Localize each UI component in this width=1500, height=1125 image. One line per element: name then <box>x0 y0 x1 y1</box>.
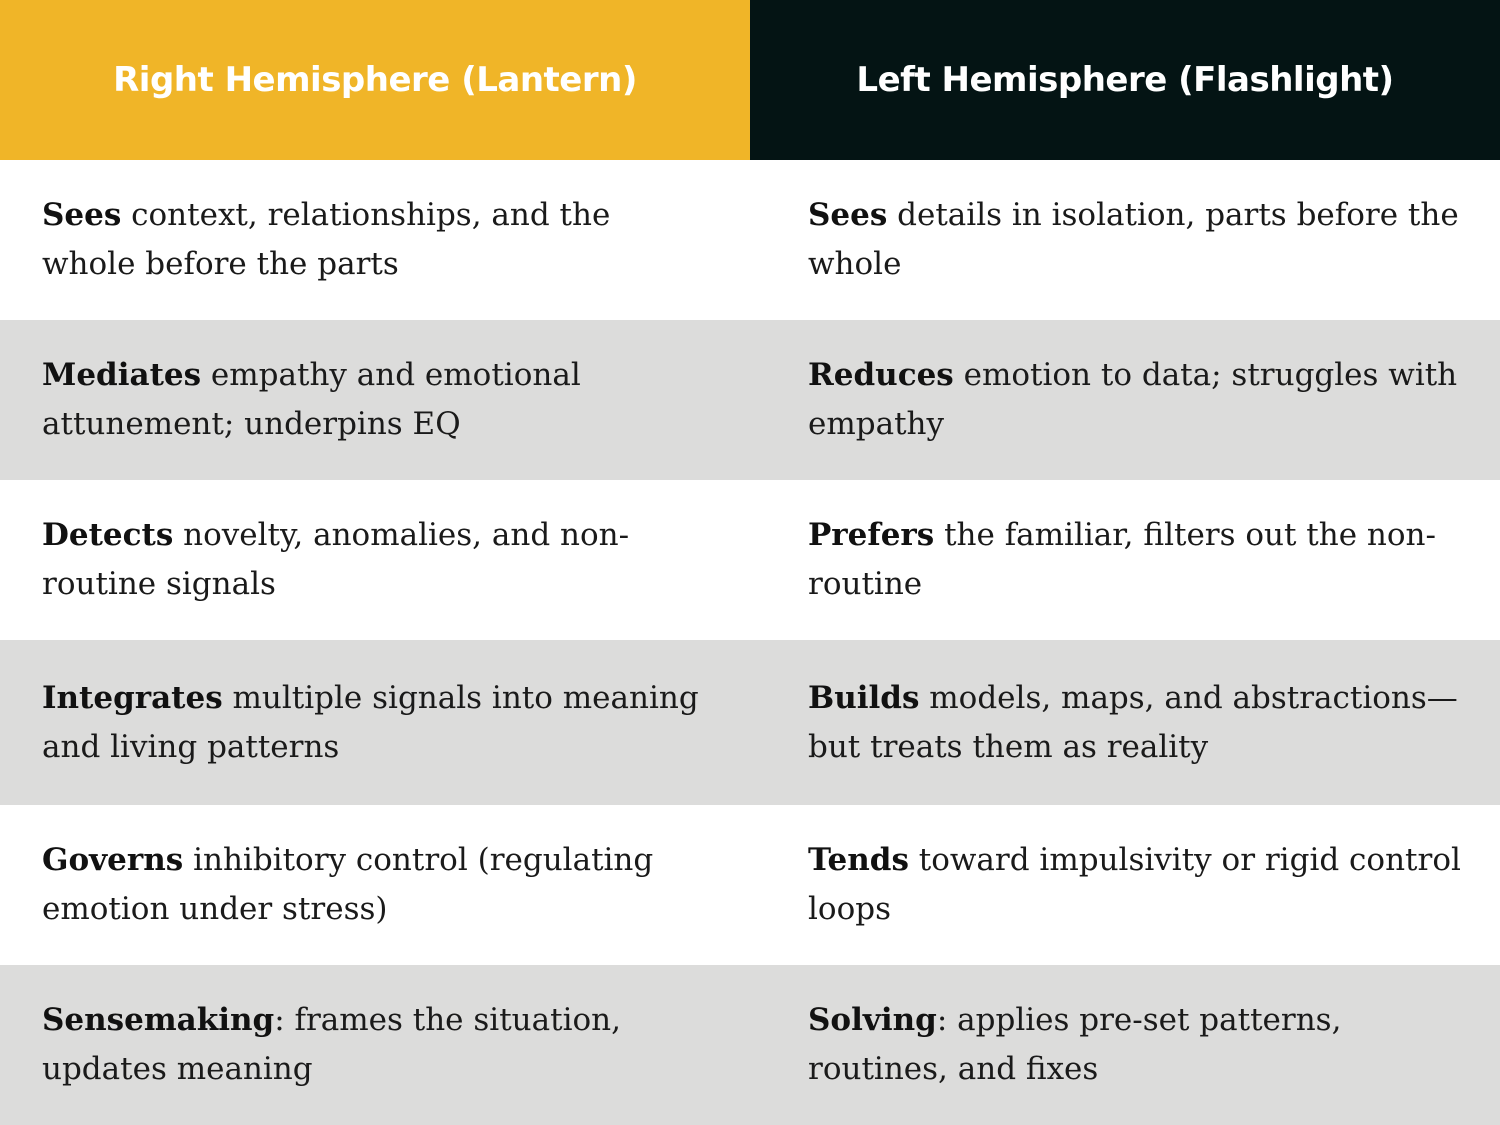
right-cell <box>0 480 750 640</box>
table-row <box>0 965 1500 1125</box>
table-row <box>0 160 1500 320</box>
cell-keyword: Governs <box>42 842 184 878</box>
cell-keyword: Sees <box>42 197 122 233</box>
right-cell <box>0 320 750 480</box>
cell-keyword: Builds <box>808 679 920 716</box>
right-hemisphere-header: Right Hemisphere (Lantern) <box>0 0 750 160</box>
left-hemisphere-header: Left Hemisphere (Flashlight) <box>750 0 1500 160</box>
right-cell <box>0 160 750 320</box>
cell-keyword: Prefers <box>808 517 935 553</box>
right-cell <box>0 965 750 1125</box>
cell-text: context, relationships, and the whole before the parts <box>42 197 611 282</box>
cell-text: the familiar, filters out the non-routine <box>808 517 1437 602</box>
cell-keyword: Reduces <box>808 357 954 393</box>
left-cell <box>750 640 1500 805</box>
left-cell <box>750 320 1500 480</box>
table-row <box>0 320 1500 480</box>
cell-keyword: Detects <box>42 517 174 553</box>
cell-text: multiple signals into meaning and living patterns <box>42 679 699 765</box>
right-cell <box>0 805 750 965</box>
cell-text: : applies pre-set patterns, routines, and fixes <box>808 1002 1342 1087</box>
cell-text: models, maps, and abstractions—but treats them as reality <box>808 679 1458 765</box>
cell-text: empathy and emotional attunement; underpins EQ <box>42 357 581 442</box>
cell-keyword: Integrates <box>42 679 223 716</box>
cell-text: toward impulsivity or rigid control loops <box>808 842 1461 927</box>
table-row <box>0 805 1500 965</box>
left-cell <box>750 805 1500 965</box>
cell-keyword: Sensemaking <box>42 1002 275 1038</box>
cell-text: : frames the situation, updates meaning <box>42 1002 621 1087</box>
left-cell <box>750 480 1500 640</box>
cell-keyword: Tends <box>808 842 909 878</box>
left-cell <box>750 965 1500 1125</box>
cell-keyword: Sees <box>808 197 888 233</box>
table-row <box>0 640 1500 805</box>
left-cell <box>750 160 1500 320</box>
right-cell <box>0 640 750 805</box>
table-row <box>0 480 1500 640</box>
cell-text: inhibitory control (regulating emotion under stress) <box>42 842 654 927</box>
cell-text: novelty, anomalies, and non-routine signals <box>42 517 630 602</box>
table-header <box>0 0 1500 160</box>
cell-text: details in isolation, parts before the whole <box>808 197 1459 282</box>
cell-keyword: Mediates <box>42 357 202 393</box>
cell-text: emotion to data; struggles with empathy <box>808 357 1458 442</box>
cell-keyword: Solving <box>808 1002 937 1038</box>
